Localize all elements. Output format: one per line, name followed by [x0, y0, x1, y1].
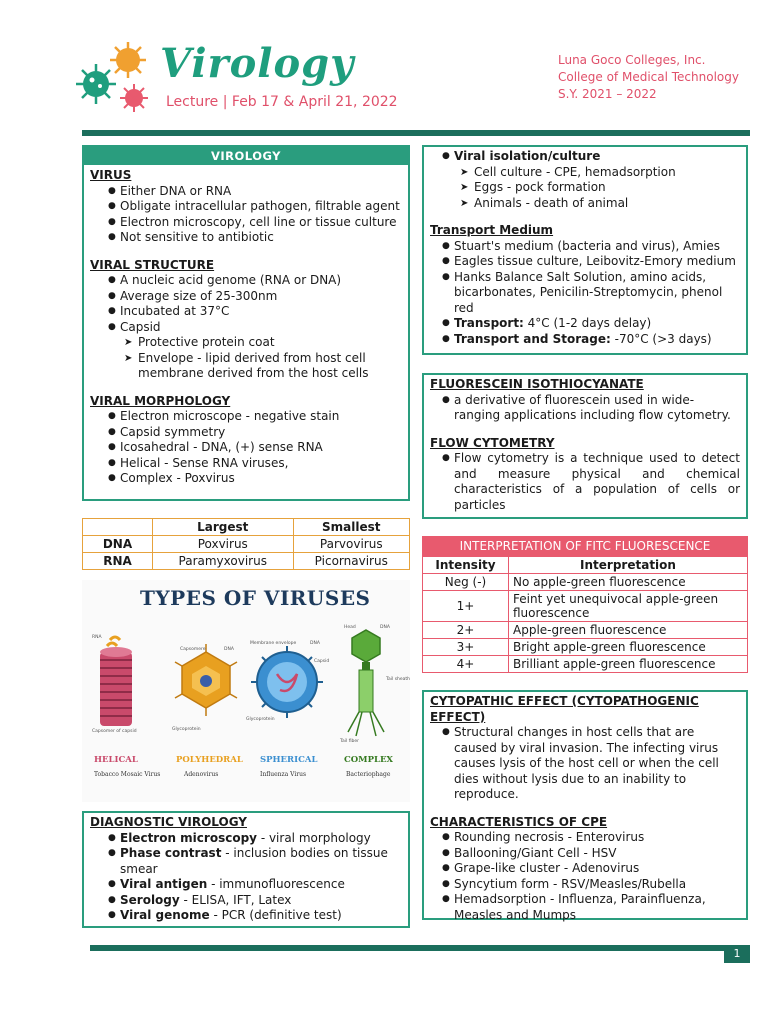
- list-item: ● a derivative of fluorescein used in wide-ranging applications including flow cytometry.: [442, 393, 740, 424]
- diagnostic-virology-box: [82, 811, 410, 928]
- transport-title: Transport Medium: [430, 223, 554, 237]
- diagnostic-list: [90, 831, 402, 924]
- list-item: ● Stuart's medium (bacteria and virus), Amies: [442, 239, 740, 255]
- list-item: ● Not sensitive to antibiotic: [108, 230, 402, 246]
- helical-virus-icon: [100, 637, 132, 726]
- cpe-box: [422, 690, 748, 920]
- list-item: ● Electron microscopy - viral morphology: [108, 831, 402, 847]
- morphology-list: [90, 409, 402, 487]
- table-row: [423, 639, 748, 656]
- cpe-characteristics-title: CHARACTERISTICS OF CPE: [430, 814, 608, 829]
- table-cell: 2+: [423, 622, 509, 639]
- label-membrane: Membrane envelope: [250, 641, 297, 646]
- list-item: ● A nucleic acid genome (RNA or DNA): [108, 273, 402, 289]
- types-of-viruses-figure: [82, 580, 410, 802]
- table-row: [83, 536, 410, 553]
- structure-title: VIRAL STRUCTURE: [90, 257, 215, 272]
- label-dna-sph: DNA: [310, 641, 320, 646]
- college-line: S.Y. 2021 – 2022: [558, 87, 657, 101]
- list-item: ● Flow cytometry is a technique used to detect and measure physical and chemical characteristics of a population of cells or particles: [442, 451, 740, 513]
- college-line: Luna Goco Colleges, Inc.: [558, 53, 706, 67]
- transport-list: [430, 239, 740, 348]
- type-name-polyhedral: POLYHEDRAL: [176, 755, 243, 765]
- list-item: ● Electron microscope - negative stain: [108, 409, 402, 425]
- table-cell: 4+: [423, 656, 509, 673]
- type-name-spherical: SPHERICAL: [260, 755, 318, 765]
- table-header-row: [83, 519, 410, 536]
- list-item: ● Capsid symmetry: [108, 425, 402, 441]
- table-row: [423, 591, 748, 622]
- table-cell: Apple-green fluorescence: [509, 622, 748, 639]
- complex-virus-icon: [348, 630, 384, 736]
- type-example-polyhedral: Adenovirus: [184, 771, 219, 778]
- table-cell: 3+: [423, 639, 509, 656]
- list-item: ● Viral isolation/culture: [442, 149, 740, 165]
- table-cell: Poxvirus: [153, 536, 294, 553]
- list-item: ● Syncytium form - RSV/Measles/Rubella: [442, 877, 740, 893]
- table-cell: Parvovirus: [293, 536, 410, 553]
- table-header-row: [423, 557, 748, 574]
- table-row: [423, 574, 748, 591]
- fitc-interpretation-table: [422, 536, 748, 673]
- fitc-title: FLUORESCEIN ISOTHIOCYANATE: [430, 377, 644, 391]
- table-header: Smallest: [293, 519, 410, 536]
- list-item: ● Capsid: [108, 320, 402, 336]
- virus-logo-icon: [76, 38, 156, 118]
- virology-box-header: VIROLOGY: [84, 147, 408, 165]
- capsid-sublist: [90, 335, 402, 382]
- figure-title: TYPES OF VIRUSES: [140, 586, 371, 610]
- header-divider: [82, 130, 750, 136]
- label-glycoprotein-poly: Glycoprotein: [172, 727, 201, 732]
- label-capsomere: Capsomere: [180, 647, 206, 652]
- virus-size-table: [82, 518, 410, 570]
- label-tail-fiber: Tail fiber: [340, 739, 360, 744]
- virus-title: VIRUS: [90, 168, 132, 182]
- list-item: ● Ballooning/Giant Cell - HSV: [442, 846, 740, 862]
- list-item: ● Icosahedral - DNA, (+) sense RNA: [108, 440, 402, 456]
- list-item: ➤ Envelope - lipid derived from host cell membrane derived from the host cells: [124, 351, 402, 382]
- table-header: [83, 519, 153, 536]
- virus-list: [90, 184, 402, 246]
- fitc-table-title: INTERPRETATION OF FITC FLUORESCENCE: [422, 536, 748, 556]
- morphology-title: VIRAL MORPHOLOGY: [90, 393, 231, 408]
- label-tail-sheath: Tail sheath: [386, 677, 410, 682]
- type-example-spherical: Influenza Virus: [260, 771, 307, 778]
- page-header: [0, 0, 768, 130]
- table-cell: Paramyxovirus: [153, 553, 294, 570]
- isolation-sublist: [430, 165, 740, 212]
- list-item: ➤ Animals - death of animal: [460, 196, 740, 212]
- list-item: ➤ Eggs - pock formation: [460, 180, 740, 196]
- list-item: ● Transport: 4°C (1-2 days delay): [442, 316, 740, 332]
- list-item: ● Either DNA or RNA: [108, 184, 402, 200]
- list-item: ● Structural changes in host cells that are caused by viral invasion. The infecting virus causes lysis of the host cell or when the cell dies without lysis due to an inability to reproduce.: [442, 725, 740, 803]
- table-cell: Picornavirus: [293, 553, 410, 570]
- table-cell: Neg (-): [423, 574, 509, 591]
- diagnostic-title: DIAGNOSTIC VIROLOGY: [90, 815, 247, 829]
- structure-list: [90, 273, 402, 335]
- table-cell: 1+: [423, 591, 509, 622]
- table-cell: RNA: [83, 553, 153, 570]
- list-item: ● Helical - Sense RNA viruses,: [108, 456, 402, 472]
- label-dna-poly: DNA: [224, 647, 234, 652]
- list-item: ● Grape-like cluster - Adenovirus: [442, 861, 740, 877]
- fitc-flow-box: [422, 373, 748, 519]
- list-item: ● Rounding necrosis - Enterovirus: [442, 830, 740, 846]
- list-item: ● Eagles tissue culture, Leibovitz-Emory medium: [442, 254, 740, 270]
- flow-list: [430, 451, 740, 513]
- list-item: ● Viral antigen - immunofluorescence: [108, 877, 402, 893]
- table-row: [83, 553, 410, 570]
- list-item: ➤ Cell culture - CPE, hemadsorption: [460, 165, 740, 181]
- college-info: [558, 52, 739, 103]
- list-item: ● Viral genome - PCR (definitive test): [108, 908, 402, 924]
- table-header: Intensity: [423, 557, 509, 574]
- page-number: 1: [724, 945, 750, 963]
- cpe-title: CYTOPATHIC EFFECT (CYTOPATHOGENIC EFFECT): [430, 694, 699, 724]
- list-item: ● Transport and Storage: -70°C (>3 days): [442, 332, 740, 348]
- list-item: ➤ Protective protein coat: [124, 335, 402, 351]
- list-item: ● Hemadsorption - Influenza, Parainfluenza, Measles and Mumps: [442, 892, 740, 923]
- list-item: ● Hanks Balance Salt Solution, amino acids, bicarbonates, Penicilin-Streptomycin, phenol red: [442, 270, 740, 317]
- table-cell: Bright apple-green fluorescence: [509, 639, 748, 656]
- list-item: ● Serology - ELISA, IFT, Latex: [108, 893, 402, 909]
- footer-divider: [90, 945, 750, 951]
- isolation-transport-box: [422, 145, 748, 355]
- college-line: College of Medical Technology: [558, 70, 739, 84]
- virus-types-illustration: [82, 580, 410, 802]
- label-dna-comp: DNA: [380, 625, 390, 630]
- virology-box: [82, 145, 410, 501]
- type-name-helical: HELICAL: [94, 755, 138, 765]
- flow-title: FLOW CYTOMETRY: [430, 435, 555, 450]
- table-cell: Brilliant apple-green fluorescence: [509, 656, 748, 673]
- label-head: Head: [344, 625, 356, 630]
- type-name-complex: COMPLEX: [344, 755, 394, 765]
- fitc-list: [430, 393, 740, 424]
- list-item: ● Complex - Poxvirus: [108, 471, 402, 487]
- table-cell: DNA: [83, 536, 153, 553]
- polyhedral-virus-icon: [175, 644, 237, 716]
- list-item: ● Phase contrast - inclusion bodies on tissue smear: [108, 846, 402, 877]
- label-glycoprotein-sph: Glycoprotein: [246, 717, 275, 722]
- isolation-list: [430, 149, 740, 165]
- list-item: ● Average size of 25-300nm: [108, 289, 402, 305]
- label-capsid: Capsid: [314, 659, 330, 664]
- spherical-virus-icon: [251, 646, 323, 718]
- table-header: Largest: [153, 519, 294, 536]
- list-item: ● Electron microscopy, cell line or tissue culture: [108, 215, 402, 231]
- page-title: Virology: [160, 40, 355, 87]
- table-header: Interpretation: [509, 557, 748, 574]
- lecture-dates: Lecture | Feb 17 & April 21, 2022: [166, 94, 398, 110]
- table-row: [423, 656, 748, 673]
- cpe-list: [430, 725, 740, 803]
- table-row: [423, 622, 748, 639]
- table-cell: No apple-green fluorescence: [509, 574, 748, 591]
- type-example-complex: Bacteriophage: [346, 771, 391, 778]
- cpe-characteristics-list: [430, 830, 740, 923]
- label-rna: RNA: [92, 635, 102, 640]
- label-capsomer: Capsomer of capsid: [92, 729, 137, 734]
- table-cell: Feint yet unequivocal apple-green fluorescence: [509, 591, 748, 622]
- type-example-helical: Tobacco Mosaic Virus: [94, 771, 161, 778]
- list-item: ● Incubated at 37°C: [108, 304, 402, 320]
- list-item: ● Obligate intracellular pathogen, filtrable agent: [108, 199, 402, 215]
